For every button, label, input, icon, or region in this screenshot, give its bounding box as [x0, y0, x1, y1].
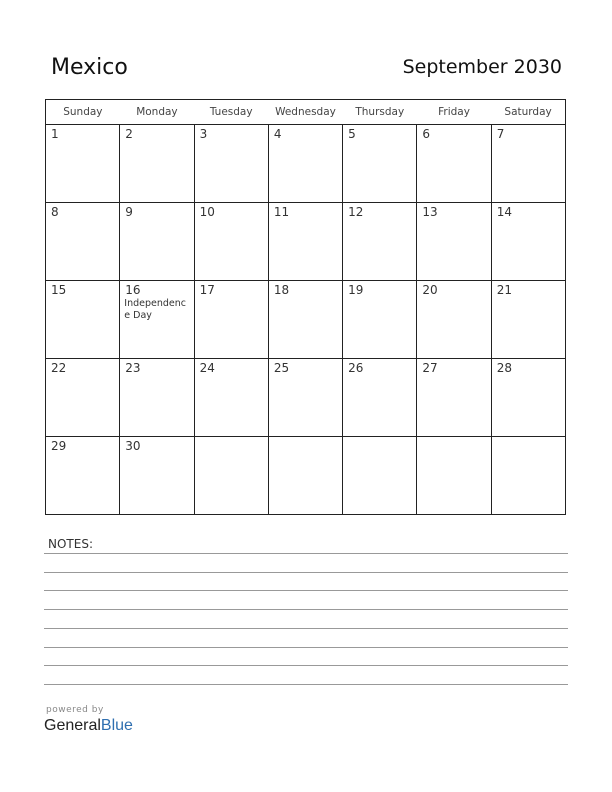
calendar-day-cell — [491, 359, 565, 437]
calendar-day-cell — [120, 125, 194, 203]
calendar-day-cell — [491, 437, 565, 515]
calendar-week-row — [46, 203, 566, 281]
day-number: 21 — [496, 283, 512, 297]
notes-line — [44, 572, 568, 573]
brand-blue-text: Blue — [100, 717, 133, 734]
day-number: 14 — [496, 205, 512, 219]
calendar-day-cell — [268, 203, 342, 281]
day-number: 2 — [125, 127, 133, 141]
weekday-monday: Monday — [120, 100, 194, 125]
calendar-day-cell — [120, 281, 194, 359]
day-number: 18 — [273, 283, 290, 297]
day-number: 13 — [422, 205, 438, 219]
weekday-thursday: Thursday — [343, 100, 417, 125]
calendar-day-cell — [194, 359, 268, 437]
day-number: 1 — [51, 127, 59, 141]
day-number: 30 — [125, 439, 141, 453]
calendar-day-cell — [491, 281, 565, 359]
calendar-day-cell — [46, 203, 120, 281]
day-number: 6 — [422, 127, 431, 141]
day-number: 26 — [348, 361, 364, 375]
notes-line — [44, 609, 568, 610]
calendar-day-cell — [194, 203, 268, 281]
day-number: 10 — [199, 205, 215, 219]
day-number: 11 — [273, 205, 290, 219]
calendar-day-cell — [46, 281, 120, 359]
calendar-day-cell — [120, 203, 194, 281]
day-number: 9 — [125, 205, 133, 219]
day-number: 17 — [199, 283, 215, 297]
calendar-week-row — [46, 359, 566, 437]
holiday-event: Independence Day — [124, 298, 186, 321]
weekday-wednesday: Wednesday — [268, 100, 342, 125]
calendar-day-cell — [343, 359, 417, 437]
calendar-day-cell — [268, 125, 342, 203]
calendar-day-cell — [343, 203, 417, 281]
calendar-day-cell — [194, 437, 268, 515]
notes-line — [44, 665, 568, 666]
country-title: Mexico — [51, 55, 128, 80]
weekday-saturday: Saturday — [491, 100, 565, 125]
calendar-day-cell — [194, 125, 268, 203]
day-number: 29 — [51, 439, 67, 453]
weekday-header-row — [46, 100, 566, 125]
calendar-day-cell — [491, 203, 565, 281]
calendar-day-cell — [268, 437, 342, 515]
day-number: 28 — [496, 361, 512, 375]
calendar-day-cell — [417, 359, 491, 437]
calendar-day-cell — [343, 281, 417, 359]
calendar-day-cell — [343, 125, 417, 203]
generalblue-logo — [44, 717, 133, 735]
calendar-day-cell — [46, 125, 120, 203]
day-number: 8 — [51, 205, 59, 219]
calendar-day-cell — [120, 437, 194, 515]
notes-line — [44, 553, 568, 554]
calendar-day-cell — [417, 203, 491, 281]
day-number: 22 — [51, 361, 67, 375]
day-number: 23 — [125, 361, 141, 375]
calendar-week-row — [46, 281, 566, 359]
day-number: 16 — [125, 283, 141, 297]
day-number: 5 — [348, 127, 356, 141]
calendar-day-cell — [46, 437, 120, 515]
calendar-day-cell — [268, 359, 342, 437]
day-number: 3 — [199, 127, 208, 141]
notes-line — [44, 628, 568, 629]
day-number: 19 — [348, 283, 364, 297]
calendar-day-cell — [417, 437, 491, 515]
day-number: 15 — [51, 283, 67, 297]
notes-line — [44, 684, 568, 685]
month-year-title: September 2030 — [402, 56, 562, 78]
calendar-day-cell — [46, 359, 120, 437]
calendar-day-cell — [268, 281, 342, 359]
weekday-friday: Friday — [417, 100, 491, 125]
day-number: 4 — [273, 127, 282, 141]
calendar-week-row — [46, 125, 566, 203]
brand-general-text: General — [44, 717, 101, 734]
calendar-week-row — [46, 437, 566, 515]
day-number: 20 — [422, 283, 438, 297]
day-number: 12 — [348, 205, 364, 219]
calendar-grid — [45, 99, 566, 515]
day-number: 7 — [496, 127, 505, 141]
powered-by-text: powered by — [46, 705, 104, 715]
day-number: 27 — [422, 361, 438, 375]
calendar-day-cell — [417, 125, 491, 203]
day-number: 25 — [273, 361, 290, 375]
weekday-sunday: Sunday — [46, 100, 120, 125]
calendar-body — [46, 125, 566, 515]
calendar-day-cell — [343, 437, 417, 515]
notes-line — [44, 647, 568, 648]
notes-line — [44, 590, 568, 591]
calendar-day-cell — [417, 281, 491, 359]
weekday-tuesday: Tuesday — [194, 100, 268, 125]
notes-label: NOTES: — [48, 537, 93, 551]
calendar-day-cell — [491, 125, 565, 203]
day-number: 24 — [199, 361, 215, 375]
calendar-day-cell — [120, 359, 194, 437]
calendar-day-cell — [194, 281, 268, 359]
